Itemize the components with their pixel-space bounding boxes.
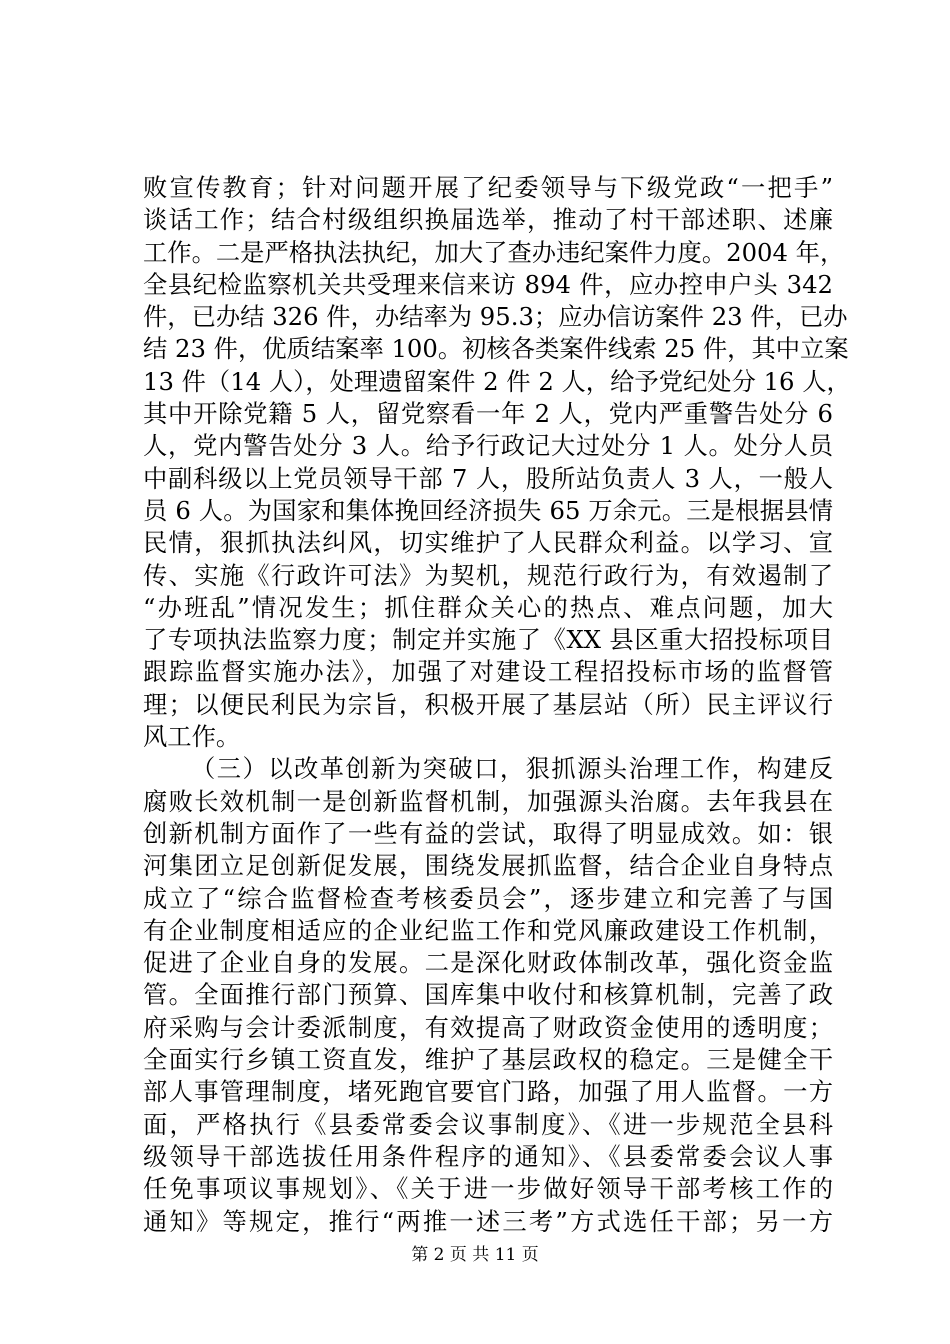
text-line: 面，严格执行《县委常委会议事制度》、《进一步规范全县科 bbox=[143, 1109, 833, 1139]
text-line: 民情，狠抓执法纠风，切实维护了人民群众利益。以学习、宣 bbox=[143, 528, 833, 558]
text-line: 件，已办结 326 件，办结率为 95.3；应办信访案件 23 件，已办 bbox=[143, 302, 848, 332]
text-line: 创新机制方面作了一些有益的尝试，取得了明显成效。如：银 bbox=[143, 818, 833, 848]
text-line: 传、实施《行政许可法》为契机，规范行政行为，有效遏制了 bbox=[143, 560, 833, 590]
body-text bbox=[143, 172, 851, 1238]
text-line: 管。全面推行部门预算、国库集中收付和核算机制，完善了政 bbox=[143, 980, 833, 1010]
text-line: 腐败长效机制一是创新监督机制，加强源头治腐。去年我县在 bbox=[143, 786, 833, 816]
text-line: “办班乱”情况发生；抓住群众关心的热点、难点问题，加大 bbox=[143, 592, 833, 622]
text-line: 任免事项议事规划》、《关于进一步做好领导干部考核工作的 bbox=[143, 1174, 833, 1204]
text-line: 工作。二是严格执法执纪，加大了查办违纪案件力度。2004 年， bbox=[143, 237, 845, 267]
text-line: 有企业制度相适应的企业纪监工作和党风廉政建设工作机制， bbox=[143, 915, 833, 945]
text-line: 员 6 人。为国家和集体挽回经济损失 65 万余元。三是根据县情 bbox=[143, 495, 833, 525]
text-line: 跟踪监督实施办法》，加强了对建设工程招投标市场的监督管 bbox=[143, 657, 833, 687]
text-line: 部人事管理制度，堵死跑官要官门路，加强了用人监督。一方 bbox=[143, 1077, 833, 1107]
text-line: 成立了“综合监督检查考核委员会”，逐步建立和完善了与国 bbox=[143, 883, 833, 913]
text-line: （三）以改革创新为突破口，狠抓源头治理工作，构建反 bbox=[191, 754, 833, 784]
text-line: 府采购与会计委派制度，有效提高了财政资金使用的透明度； bbox=[143, 1012, 833, 1042]
text-line: 风工作。 bbox=[143, 722, 241, 752]
text-line: 河集团立足创新促发展，围绕发展抓监督，结合企业自身特点 bbox=[143, 851, 833, 881]
text-line: 全县纪检监察机关共受理来信来访 894 件，应办控申户头 342 bbox=[143, 269, 833, 299]
text-line: 促进了企业自身的发展。二是深化财政体制改革，强化资金监 bbox=[143, 948, 833, 978]
text-line: 谈话工作；结合村级组织换届选举，推动了村干部述职、述廉 bbox=[143, 205, 833, 235]
text-line: 结 23 件，优质结案率 100。初核各类案件线索 25 件，其中立案 bbox=[143, 334, 849, 364]
text-line: 理；以便民利民为宗旨，积极开展了基层站（所）民主评议行 bbox=[143, 689, 833, 719]
text-line: 中副科级以上党员领导干部 7 人，股所站负责人 3 人，一般人 bbox=[143, 463, 833, 493]
text-line: 人，党内警告处分 3 人。给予行政记大过处分 1 人。处分人员 bbox=[143, 431, 833, 461]
text-line: 其中开除党籍 5 人，留党察看一年 2 人，党内严重警告处分 6 bbox=[143, 399, 833, 429]
text-line: 通知》等规定，推行“两推一述三考”方式选任干部；另一方 bbox=[143, 1206, 833, 1236]
text-line: 了专项执法监察力度；制定并实施了《XX 县区重大招投标项目 bbox=[143, 625, 833, 655]
page-footer: 第 2 页 共 11 页 bbox=[411, 1245, 539, 1265]
text-line: 级领导干部选拔任用条件程序的通知》、《县委常委会议人事 bbox=[143, 1141, 833, 1171]
text-line: 败宣传教育；针对问题开展了纪委领导与下级党政“一把手” bbox=[143, 173, 833, 202]
text-line: 全面实行乡镇工资直发，维护了基层政权的稳定。三是健全干 bbox=[143, 1045, 833, 1075]
text-line: 13 件（14 人），处理遗留案件 2 件 2 人，给予党纪处分 16 人， bbox=[143, 366, 851, 396]
